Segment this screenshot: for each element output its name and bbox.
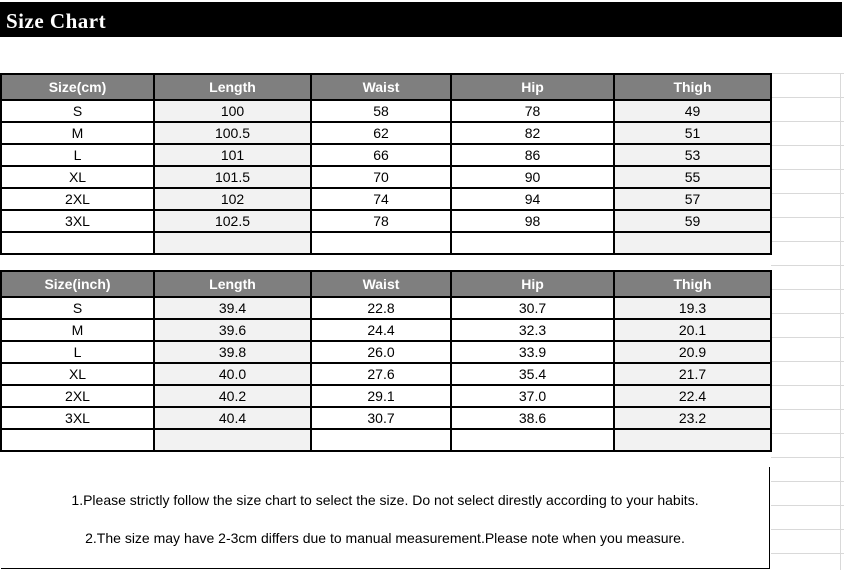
column-header: Waist	[311, 74, 451, 100]
column-header: Size(inch)	[1, 271, 154, 297]
column-header: Size(cm)	[1, 74, 154, 100]
size-cell: XL	[1, 363, 154, 385]
notes-box	[1, 467, 770, 569]
size-cell	[1, 232, 154, 254]
value-cell	[451, 232, 614, 254]
size-cell: M	[1, 319, 154, 341]
value-cell: 39.6	[154, 319, 311, 341]
value-cell: 101	[154, 144, 311, 166]
value-cell: 51	[614, 122, 771, 144]
table-row	[1, 341, 771, 363]
size-table-inch	[0, 270, 772, 452]
column-header: Hip	[451, 271, 614, 297]
size-cell: 2XL	[1, 385, 154, 407]
value-cell: 37.0	[451, 385, 614, 407]
value-cell: 21.7	[614, 363, 771, 385]
value-cell	[154, 429, 311, 451]
value-cell: 30.7	[311, 407, 451, 429]
value-cell: 82	[451, 122, 614, 144]
size-cell: L	[1, 144, 154, 166]
value-cell	[614, 429, 771, 451]
table-row	[1, 385, 771, 407]
table-row	[1, 319, 771, 341]
value-cell: 100.5	[154, 122, 311, 144]
value-cell: 86	[451, 144, 614, 166]
value-cell: 57	[614, 188, 771, 210]
value-cell	[311, 232, 451, 254]
title-bar	[0, 2, 842, 37]
page-title: Size Chart	[6, 9, 107, 33]
value-cell: 39.8	[154, 341, 311, 363]
value-cell: 78	[311, 210, 451, 232]
value-cell: 49	[614, 100, 771, 122]
value-cell	[311, 429, 451, 451]
table-row	[1, 100, 771, 122]
value-cell: 40.0	[154, 363, 311, 385]
value-cell: 78	[451, 100, 614, 122]
value-cell: 66	[311, 144, 451, 166]
value-cell: 22.4	[614, 385, 771, 407]
column-header: Waist	[311, 271, 451, 297]
value-cell: 70	[311, 166, 451, 188]
value-cell: 23.2	[614, 407, 771, 429]
value-cell: 101.5	[154, 166, 311, 188]
table-row	[1, 232, 771, 254]
note-2: 2.The size may have 2-3cm differs due to manual measurement.Please note when you measure.	[85, 530, 685, 546]
column-header: Length	[154, 74, 311, 100]
column-header: Thigh	[614, 74, 771, 100]
value-cell	[154, 232, 311, 254]
table-row	[1, 122, 771, 144]
size-cell: M	[1, 122, 154, 144]
column-header: Length	[154, 271, 311, 297]
size-cell: XL	[1, 166, 154, 188]
size-cell: 3XL	[1, 210, 154, 232]
header-row	[1, 271, 771, 297]
value-cell: 100	[154, 100, 311, 122]
value-cell: 98	[451, 210, 614, 232]
value-cell: 90	[451, 166, 614, 188]
value-cell: 59	[614, 210, 771, 232]
value-cell: 22.8	[311, 297, 451, 319]
value-cell: 40.2	[154, 385, 311, 407]
note-1: 1.Please strictly follow the size chart to select the size. Do not select direstly according to your habits.	[71, 492, 699, 508]
size-cell: 2XL	[1, 188, 154, 210]
value-cell: 20.9	[614, 341, 771, 363]
column-header: Hip	[451, 74, 614, 100]
value-cell: 26.0	[311, 341, 451, 363]
value-cell: 33.9	[451, 341, 614, 363]
value-cell: 102	[154, 188, 311, 210]
size-cell: S	[1, 297, 154, 319]
size-cell: 3XL	[1, 407, 154, 429]
size-cell: S	[1, 100, 154, 122]
table-row	[1, 297, 771, 319]
value-cell: 62	[311, 122, 451, 144]
size-table-cm	[0, 73, 772, 255]
value-cell: 38.6	[451, 407, 614, 429]
size-cell: L	[1, 341, 154, 363]
value-cell: 30.7	[451, 297, 614, 319]
header-row	[1, 74, 771, 100]
column-header: Thigh	[614, 271, 771, 297]
value-cell: 39.4	[154, 297, 311, 319]
value-cell	[451, 429, 614, 451]
spreadsheet-gridlines	[771, 73, 844, 570]
table-row	[1, 407, 771, 429]
value-cell: 27.6	[311, 363, 451, 385]
table-row	[1, 188, 771, 210]
value-cell: 35.4	[451, 363, 614, 385]
value-cell: 40.4	[154, 407, 311, 429]
value-cell: 19.3	[614, 297, 771, 319]
value-cell: 20.1	[614, 319, 771, 341]
value-cell: 24.4	[311, 319, 451, 341]
table-row	[1, 429, 771, 451]
value-cell: 74	[311, 188, 451, 210]
table-row	[1, 144, 771, 166]
value-cell: 29.1	[311, 385, 451, 407]
table-row	[1, 363, 771, 385]
value-cell: 58	[311, 100, 451, 122]
value-cell: 32.3	[451, 319, 614, 341]
size-cell	[1, 429, 154, 451]
value-cell: 53	[614, 144, 771, 166]
value-cell	[614, 232, 771, 254]
value-cell: 94	[451, 188, 614, 210]
value-cell: 102.5	[154, 210, 311, 232]
table-row	[1, 210, 771, 232]
value-cell: 55	[614, 166, 771, 188]
table-row	[1, 166, 771, 188]
